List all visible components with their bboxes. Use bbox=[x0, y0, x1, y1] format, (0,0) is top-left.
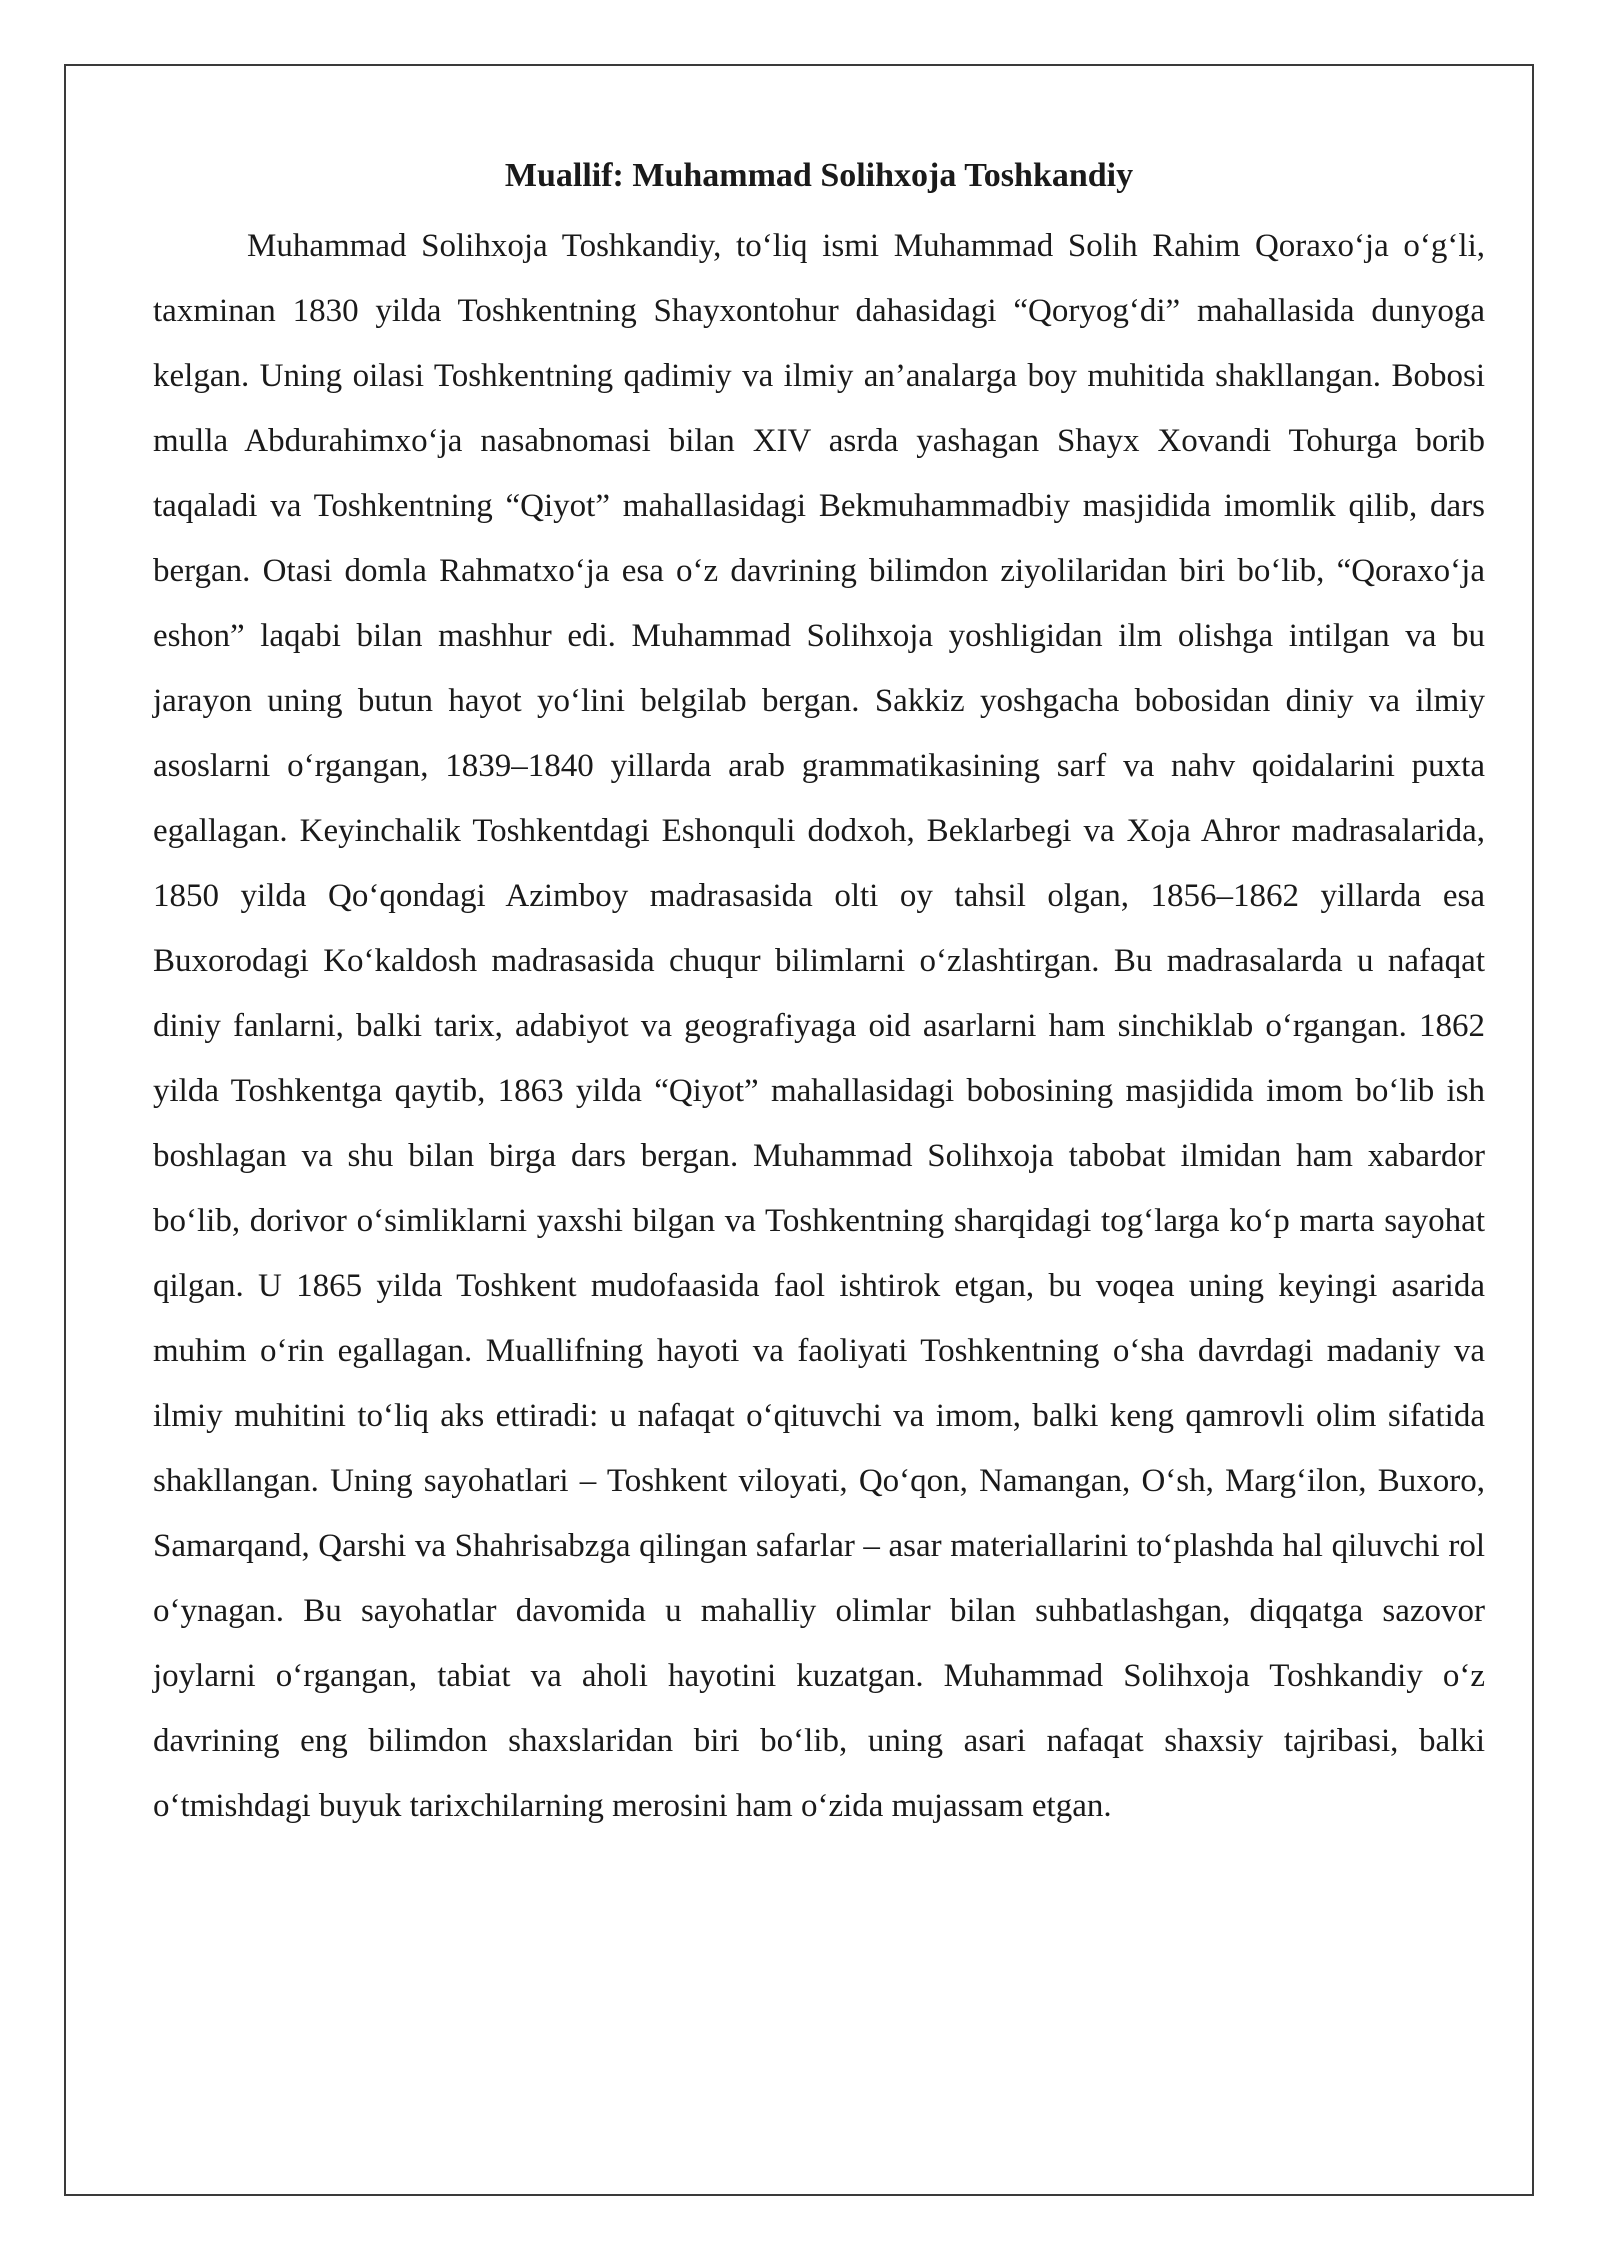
document-title: Muallif: Muhammad Solihxoja Toshkandiy bbox=[504, 157, 1134, 194]
document-body-paragraph: Muhammad Solihxoja Toshkandiy, to‘liq ismi Muhammad Solih Rahim Qoraxo‘ja o‘g‘li, taxminan 1830 yilda Toshkentning Shayxontohur dahasidagi “Qoryog‘di” mahallasida dunyoga kelgan. Uning oilasi Toshkentning qadimiy va ilmiy an’analarga boy muhitida shakllangan. Bobosi mulla Abdurahimxo‘ja nasabnomasi bilan XIV asrda yashagan Shayx Xovandi Tohurga borib taqaladi va Toshkentning “Qiyot” mahallasidagi Bekmuhammadbiy masjidida imomlik qilib, dars bergan. Otasi domla Rahmatxo‘ja esa o‘z davrining bilimdon ziyolilaridan biri bo‘lib, “Qoraxo‘ja eshon” laqabi bilan mashhur edi. Muhammad Solihxoja yoshligidan ilm olishga intilgan va bu jarayon uning butun hayot yo‘lini belgilab bergan. Sakkiz yoshgacha bobosidan diniy va ilmiy asoslarni o‘rgangan, 1839–1840 yillarda arab grammatikasining sarf va nahv qoidalarini puxta egallagan. Keyinchalik Toshkentdagi Eshonquli dodxoh, Beklarbegi va Xoja Ahror madrasalarida, 1850 yilda Qo‘qondagi Azimboy madrasasida olti oy tahsil olgan, 1856–1862 yillarda esa Buxorodagi Ko‘kaldosh madrasasida chuqur bilimlarni o‘zlashtirgan. Bu madrasalarda u nafaqat diniy fanlarni, balki tarix, adabiyot va geografiyaga oid asarlarni ham sinchiklab o‘rgangan. 1862 yilda Toshkentga qaytib, 1863 yilda “Qiyot” mahallasidagi bobosining masjidida imom bo‘lib ish boshlagan va shu bilan birga dars bergan. Muhammad Solihxoja tabobat ilmidan ham xabardor bo‘lib, dorivor o‘simliklarni yaxshi bilgan va Toshkentning sharqidagi tog‘larga ko‘p marta sayohat qilgan. U 1865 yilda Toshkent mudofaasida faol ishtirok etgan, bu voqea uning keyingi asarida muhim o‘rin egallagan. Muallifning hayoti va faoliyati Toshkentning o‘sha davrdagi madaniy va ilmiy muhitini to‘liq aks ettiradi: u nafaqat o‘qituvchi va imom, balki keng qamrovli olim sifatida shakllangan. Uning sayohatlari – Toshkent viloyati, Qo‘qon, Namangan, O‘sh, Marg‘ilon, Buxoro, Samarqand, Qarshi va Shahrisabzga qilingan safarlar – asar materiallarini to‘plashda hal qiluvchi rol o‘ynagan. Bu sayohatlar davomida u mahalliy olimlar bilan suhbatlashgan, diqqatga sazovor joylarni o‘rgangan, tabiat va aholi hayotini kuzatgan. Muhammad Solihxoja Toshkandiy o‘z davrining eng bilimdon shaxslaridan biri bo‘lib, uning asari nafaqat shaxsiy tajribasi, balki o‘tmishdagi buyuk tarixchilarning merosini ham o‘zida mujassam etgan. bbox=[153, 228, 1485, 1824]
document-content bbox=[153, 150, 1485, 1839]
